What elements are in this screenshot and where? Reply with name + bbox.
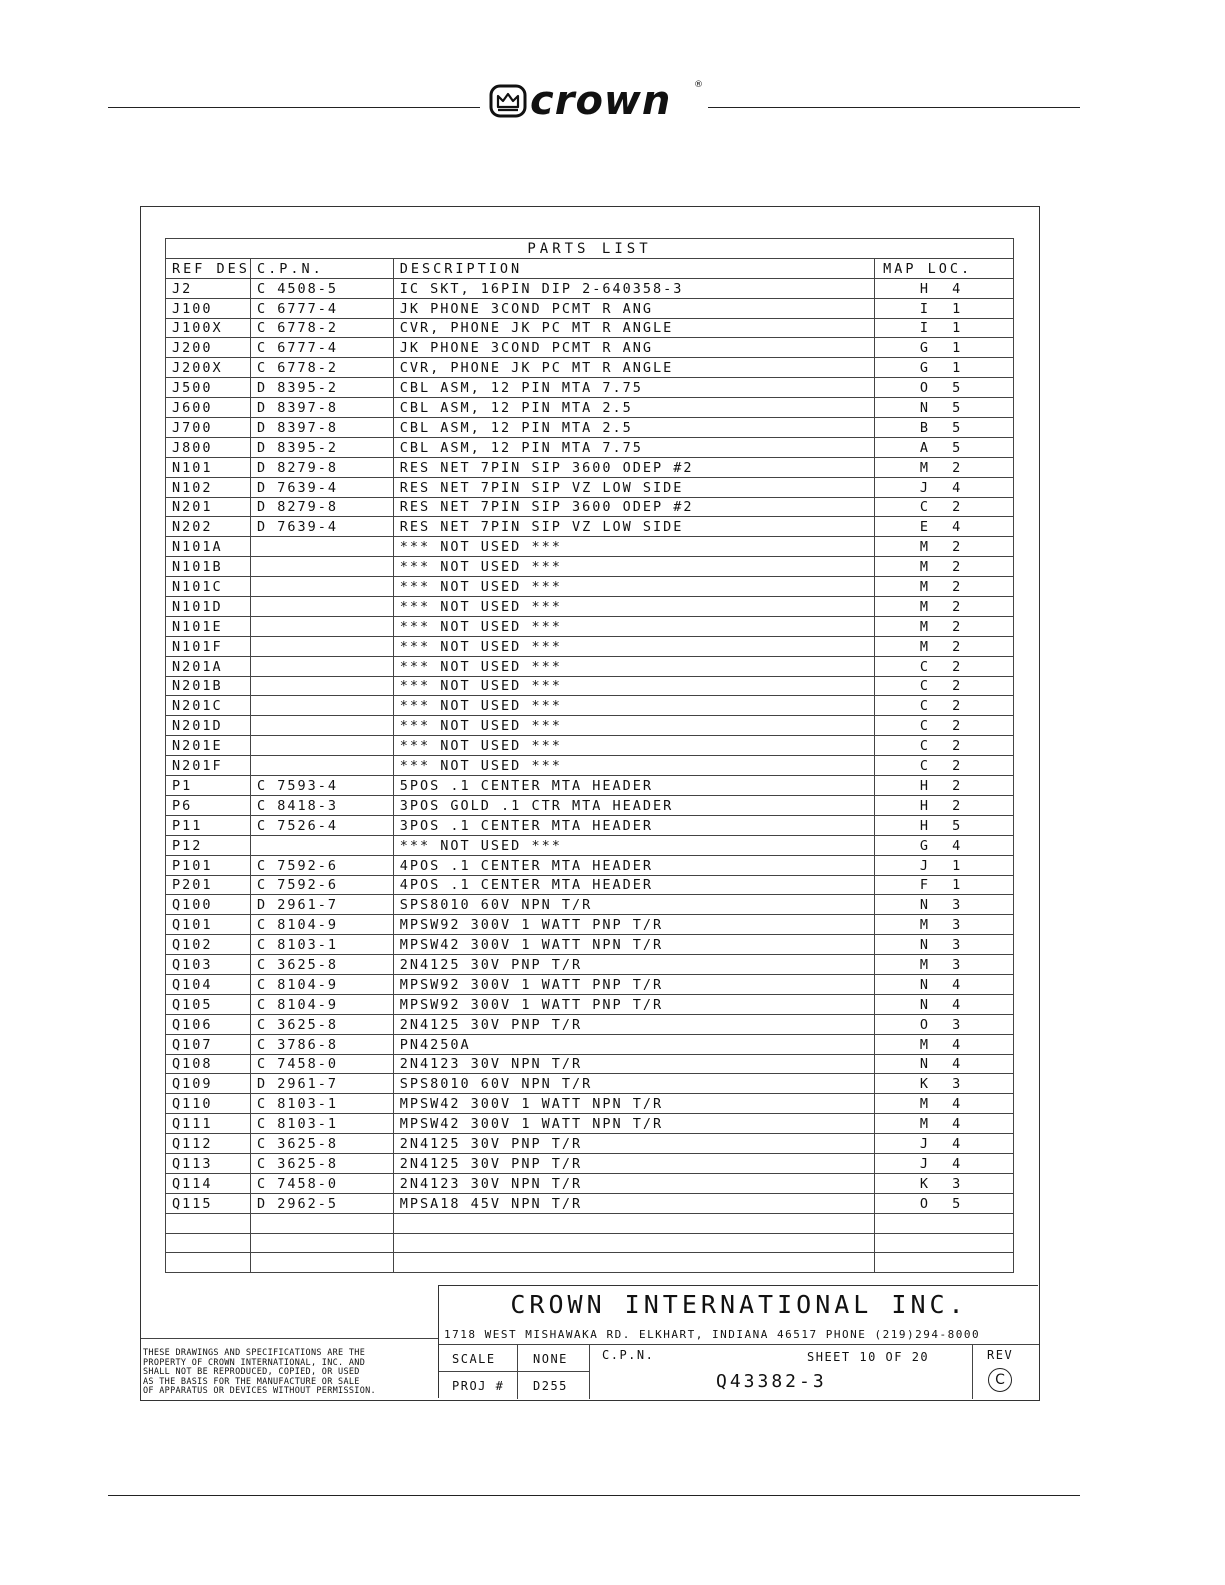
cell-description — [393, 1233, 874, 1253]
cell-ref-des: N101C — [166, 577, 251, 597]
cell-cpn — [250, 716, 393, 736]
cell-cpn: C 3786-8 — [250, 1034, 393, 1054]
cell-ref-des: J100X — [166, 318, 251, 338]
cell-map-loc: C 2 — [875, 696, 1014, 716]
cell-cpn: D 8397-8 — [250, 398, 393, 418]
table-row — [166, 1193, 1014, 1213]
cell-map-loc: N 4 — [875, 1054, 1014, 1074]
table-row — [166, 577, 1014, 597]
cell-ref-des: J200 — [166, 338, 251, 358]
cell-description: JK PHONE 3COND PCMT R ANG — [393, 338, 874, 358]
cell-map-loc: N 5 — [875, 398, 1014, 418]
cell-map-loc — [875, 1233, 1014, 1253]
parts-list-title: PARTS LIST — [166, 239, 1014, 259]
title-block-divider — [439, 1344, 1039, 1345]
cell-ref-des: Q103 — [166, 955, 251, 975]
cell-map-loc: K 3 — [875, 1173, 1014, 1193]
cell-description: *** NOT USED *** — [393, 835, 874, 855]
cell-description: MPSW92 300V 1 WATT PNP T/R — [393, 994, 874, 1014]
cell-ref-des: Q105 — [166, 994, 251, 1014]
cell-cpn: C 8103-1 — [250, 1094, 393, 1114]
cell-cpn: C 6778-2 — [250, 318, 393, 338]
cell-map-loc: C 2 — [875, 497, 1014, 517]
cell-ref-des: N101D — [166, 597, 251, 617]
cell-ref-des: Q104 — [166, 974, 251, 994]
cell-description: MPSA18 45V NPN T/R — [393, 1193, 874, 1213]
cell-cpn: C 3625-8 — [250, 955, 393, 975]
cell-ref-des: Q108 — [166, 1054, 251, 1074]
cell-map-loc: C 2 — [875, 676, 1014, 696]
cell-ref-des — [166, 1213, 251, 1233]
cell-description: 2N4125 30V PNP T/R — [393, 955, 874, 975]
cell-description: CBL ASM, 12 PIN MTA 7.75 — [393, 437, 874, 457]
table-row — [166, 318, 1014, 338]
cell-cpn — [250, 597, 393, 617]
table-row — [166, 1074, 1014, 1094]
sheet-number: SHEET 10 OF 20 — [807, 1350, 930, 1364]
cell-cpn: C 7593-4 — [250, 776, 393, 796]
cell-ref-des: J2 — [166, 278, 251, 298]
footer-rule — [108, 1495, 1080, 1496]
cell-map-loc: N 4 — [875, 974, 1014, 994]
cell-cpn: D 2961-7 — [250, 1074, 393, 1094]
cell-ref-des — [166, 1253, 251, 1273]
cell-cpn: D 7639-4 — [250, 477, 393, 497]
cell-map-loc: O 5 — [875, 378, 1014, 398]
cpn-value: Q43382-3 — [716, 1371, 827, 1392]
cell-cpn: C 8103-1 — [250, 1114, 393, 1134]
cell-description: *** NOT USED *** — [393, 676, 874, 696]
cell-cpn: C 7458-0 — [250, 1054, 393, 1074]
drawing-sheet — [140, 206, 1040, 1401]
table-row — [166, 497, 1014, 517]
cell-description: MPSW42 300V 1 WATT NPN T/R — [393, 1114, 874, 1134]
table-row — [166, 557, 1014, 577]
table-row — [166, 815, 1014, 835]
table-row — [166, 278, 1014, 298]
cell-ref-des: J200X — [166, 358, 251, 378]
cell-description: CBL ASM, 12 PIN MTA 2.5 — [393, 398, 874, 418]
cell-map-loc: H 2 — [875, 795, 1014, 815]
cell-description: 3POS .1 CENTER MTA HEADER — [393, 815, 874, 835]
header-rule-right — [708, 107, 1080, 108]
cell-ref-des: Q107 — [166, 1034, 251, 1054]
cell-ref-des: N201F — [166, 756, 251, 776]
cell-description: *** NOT USED *** — [393, 716, 874, 736]
cell-ref-des: J100 — [166, 298, 251, 318]
cell-cpn — [250, 557, 393, 577]
cell-ref-des: N201B — [166, 676, 251, 696]
cell-ref-des: N101E — [166, 616, 251, 636]
table-row — [166, 1014, 1014, 1034]
rev-column-divider — [972, 1344, 973, 1399]
cell-description: SPS8010 60V NPN T/R — [393, 895, 874, 915]
company-name: CROWN INTERNATIONAL INC. — [510, 1290, 968, 1319]
cell-description: PN4250A — [393, 1034, 874, 1054]
cell-map-loc: B 5 — [875, 418, 1014, 438]
table-row — [166, 1233, 1014, 1253]
cell-map-loc: M 2 — [875, 636, 1014, 656]
cell-cpn — [250, 736, 393, 756]
cell-map-loc: M 2 — [875, 537, 1014, 557]
cell-map-loc: M 2 — [875, 577, 1014, 597]
table-row — [166, 855, 1014, 875]
cell-cpn: D 8395-2 — [250, 378, 393, 398]
cell-map-loc: M 2 — [875, 616, 1014, 636]
table-row — [166, 696, 1014, 716]
cell-description: CVR, PHONE JK PC MT R ANGLE — [393, 358, 874, 378]
cell-ref-des: Q100 — [166, 895, 251, 915]
cell-description: 3POS GOLD .1 CTR MTA HEADER — [393, 795, 874, 815]
cell-map-loc: M 2 — [875, 457, 1014, 477]
table-row — [166, 418, 1014, 438]
cell-cpn: D 8395-2 — [250, 437, 393, 457]
cell-ref-des: Q110 — [166, 1094, 251, 1114]
cell-ref-des: N201 — [166, 497, 251, 517]
cell-cpn: C 6777-4 — [250, 298, 393, 318]
crown-icon — [488, 82, 528, 122]
cell-cpn — [250, 1253, 393, 1273]
table-row — [166, 676, 1014, 696]
cell-description: *** NOT USED *** — [393, 577, 874, 597]
cell-cpn — [250, 676, 393, 696]
cell-map-loc — [875, 1213, 1014, 1233]
table-row — [166, 398, 1014, 418]
proprietary-notice: THESE DRAWINGS AND SPECIFICATIONS ARE THE PROPERTY OF CROWN INTERNATIONAL, INC. AND SHALL NOT BE REPRODUCED, COPIED, OR USED AS THE BASIS FOR THE MANUFACTURE OR SALE OF APPARATUS OR DEVICES WITHOUT PERMISSION. — [143, 1348, 376, 1396]
cell-description: *** NOT USED *** — [393, 696, 874, 716]
cell-cpn: C 6778-2 — [250, 358, 393, 378]
table-row — [166, 1253, 1014, 1273]
cell-ref-des: Q111 — [166, 1114, 251, 1134]
cell-map-loc: M 4 — [875, 1034, 1014, 1054]
cell-description: MPSW92 300V 1 WATT PNP T/R — [393, 915, 874, 935]
cell-map-loc: C 2 — [875, 756, 1014, 776]
cell-cpn: D 8279-8 — [250, 497, 393, 517]
cell-map-loc: C 2 — [875, 716, 1014, 736]
cell-cpn: D 2962-5 — [250, 1193, 393, 1213]
table-row — [166, 378, 1014, 398]
cell-map-loc: M 3 — [875, 955, 1014, 975]
table-row — [166, 1054, 1014, 1074]
table-row — [166, 517, 1014, 537]
cell-description: MPSW42 300V 1 WATT NPN T/R — [393, 1094, 874, 1114]
cell-cpn: C 4508-5 — [250, 278, 393, 298]
cell-map-loc: G 1 — [875, 338, 1014, 358]
parts-list-table — [165, 238, 1014, 1273]
table-row — [166, 736, 1014, 756]
cell-description: RES NET 7PIN SIP 3600 ODEP #2 — [393, 457, 874, 477]
cell-description: *** NOT USED *** — [393, 597, 874, 617]
rev-label: REV — [987, 1348, 1014, 1362]
cell-ref-des: J600 — [166, 398, 251, 418]
cell-cpn — [250, 756, 393, 776]
table-row — [166, 935, 1014, 955]
table-row — [166, 298, 1014, 318]
cell-ref-des: Q101 — [166, 915, 251, 935]
table-row — [166, 338, 1014, 358]
cell-description: 2N4125 30V PNP T/R — [393, 1134, 874, 1154]
cell-ref-des: Q115 — [166, 1193, 251, 1213]
registered-mark: ® — [694, 80, 703, 90]
cell-ref-des: Q106 — [166, 1014, 251, 1034]
cell-description: *** NOT USED *** — [393, 736, 874, 756]
column-header-map-loc: MAP LOC. — [875, 258, 1014, 278]
cell-description: *** NOT USED *** — [393, 616, 874, 636]
company-address: 1718 WEST MISHAWAKA RD. ELKHART, INDIANA 46517 PHONE (219)294-8000 — [444, 1328, 981, 1341]
notice-divider — [141, 1338, 438, 1339]
cell-description: RES NET 7PIN SIP 3600 ODEP #2 — [393, 497, 874, 517]
cell-cpn — [250, 835, 393, 855]
brand-wordmark: crown — [530, 78, 672, 124]
cell-description: 4POS .1 CENTER MTA HEADER — [393, 875, 874, 895]
cell-map-loc: G 4 — [875, 835, 1014, 855]
cell-map-loc: M 3 — [875, 915, 1014, 935]
scale-proj-divider — [439, 1371, 589, 1372]
cell-description: CBL ASM, 12 PIN MTA 2.5 — [393, 418, 874, 438]
cell-description: 2N4125 30V PNP T/R — [393, 1153, 874, 1173]
table-row — [166, 915, 1014, 935]
cell-ref-des: N101 — [166, 457, 251, 477]
cell-description: JK PHONE 3COND PCMT R ANG — [393, 298, 874, 318]
cell-description: *** NOT USED *** — [393, 636, 874, 656]
table-row — [166, 437, 1014, 457]
cell-ref-des: Q109 — [166, 1074, 251, 1094]
cell-map-loc: F 1 — [875, 875, 1014, 895]
cell-ref-des: P12 — [166, 835, 251, 855]
cell-description: CVR, PHONE JK PC MT R ANGLE — [393, 318, 874, 338]
header-rule-left — [108, 107, 480, 108]
cell-map-loc: J 1 — [875, 855, 1014, 875]
cell-description: *** NOT USED *** — [393, 557, 874, 577]
cell-map-loc: O 5 — [875, 1193, 1014, 1213]
cell-cpn — [250, 696, 393, 716]
cell-map-loc: I 1 — [875, 318, 1014, 338]
cpn-column-divider — [589, 1344, 590, 1399]
cell-description: CBL ASM, 12 PIN MTA 7.75 — [393, 378, 874, 398]
cell-map-loc: N 3 — [875, 935, 1014, 955]
cell-description: RES NET 7PIN SIP VZ LOW SIDE — [393, 517, 874, 537]
cell-map-loc: H 5 — [875, 815, 1014, 835]
cell-map-loc: E 4 — [875, 517, 1014, 537]
cell-ref-des: Q102 — [166, 935, 251, 955]
cell-description: IC SKT, 16PIN DIP 2-640358-3 — [393, 278, 874, 298]
table-row — [166, 457, 1014, 477]
column-header-cpn: C.P.N. — [250, 258, 393, 278]
table-row — [166, 477, 1014, 497]
cell-cpn: D 8279-8 — [250, 457, 393, 477]
cell-description: 2N4123 30V NPN T/R — [393, 1173, 874, 1193]
cell-ref-des: P6 — [166, 795, 251, 815]
proj-value: D255 — [533, 1379, 568, 1393]
table-row — [166, 776, 1014, 796]
cell-description: SPS8010 60V NPN T/R — [393, 1074, 874, 1094]
cell-cpn — [250, 1233, 393, 1253]
table-row — [166, 1034, 1014, 1054]
scale-label: SCALE — [452, 1352, 496, 1366]
cell-map-loc: C 2 — [875, 656, 1014, 676]
cell-map-loc: A 5 — [875, 437, 1014, 457]
scale-column-divider — [517, 1344, 518, 1399]
cell-ref-des: P1 — [166, 776, 251, 796]
cell-ref-des: N101B — [166, 557, 251, 577]
table-row — [166, 756, 1014, 776]
table-row — [166, 716, 1014, 736]
cpn-label: C.P.N. — [602, 1348, 655, 1362]
cell-description: *** NOT USED *** — [393, 537, 874, 557]
cell-map-loc: M 4 — [875, 1094, 1014, 1114]
table-row — [166, 597, 1014, 617]
cell-map-loc: N 3 — [875, 895, 1014, 915]
table-row — [166, 636, 1014, 656]
cell-description: *** NOT USED *** — [393, 756, 874, 776]
table-row — [166, 616, 1014, 636]
cell-map-loc: M 2 — [875, 557, 1014, 577]
cell-ref-des — [166, 1233, 251, 1253]
table-row — [166, 1114, 1014, 1134]
cell-cpn: D 8397-8 — [250, 418, 393, 438]
cell-map-loc — [875, 1253, 1014, 1273]
title-block — [438, 1285, 1038, 1398]
cell-map-loc: J 4 — [875, 1134, 1014, 1154]
table-row — [166, 795, 1014, 815]
cell-cpn: C 8104-9 — [250, 974, 393, 994]
cell-cpn: C 7458-0 — [250, 1173, 393, 1193]
cell-cpn: D 7639-4 — [250, 517, 393, 537]
cell-description — [393, 1253, 874, 1273]
cell-ref-des: P11 — [166, 815, 251, 835]
table-row — [166, 835, 1014, 855]
cell-description: 2N4125 30V PNP T/R — [393, 1014, 874, 1034]
table-row — [166, 656, 1014, 676]
proj-label: PROJ # — [452, 1379, 505, 1393]
cell-cpn: D 2961-7 — [250, 895, 393, 915]
rev-value: C — [988, 1368, 1012, 1392]
table-row — [166, 1094, 1014, 1114]
cell-cpn — [250, 577, 393, 597]
cell-ref-des: N101A — [166, 537, 251, 557]
table-row — [166, 974, 1014, 994]
cell-cpn: C 8418-3 — [250, 795, 393, 815]
cell-description: MPSW92 300V 1 WATT PNP T/R — [393, 974, 874, 994]
cell-ref-des: N201E — [166, 736, 251, 756]
cell-cpn: C 3625-8 — [250, 1134, 393, 1154]
cell-cpn: C 7592-6 — [250, 875, 393, 895]
column-header-description: DESCRIPTION — [393, 258, 874, 278]
cell-ref-des: N202 — [166, 517, 251, 537]
table-row — [166, 358, 1014, 378]
cell-cpn: C 8104-9 — [250, 915, 393, 935]
table-row — [166, 875, 1014, 895]
cell-map-loc: J 4 — [875, 477, 1014, 497]
cell-description: RES NET 7PIN SIP VZ LOW SIDE — [393, 477, 874, 497]
cell-description: 2N4123 30V NPN T/R — [393, 1054, 874, 1074]
cell-ref-des: J800 — [166, 437, 251, 457]
cell-map-loc: C 2 — [875, 736, 1014, 756]
cell-ref-des: P101 — [166, 855, 251, 875]
cell-map-loc: J 4 — [875, 1153, 1014, 1173]
cell-ref-des: J700 — [166, 418, 251, 438]
cell-map-loc: I 1 — [875, 298, 1014, 318]
table-row — [166, 1173, 1014, 1193]
cell-ref-des: Q112 — [166, 1134, 251, 1154]
cell-ref-des: N201C — [166, 696, 251, 716]
cell-map-loc: O 3 — [875, 1014, 1014, 1034]
table-row — [166, 1213, 1014, 1233]
cell-map-loc: N 4 — [875, 994, 1014, 1014]
cell-cpn — [250, 636, 393, 656]
parts-list-body — [166, 278, 1014, 1273]
column-header-row — [166, 258, 1014, 278]
cell-description: 5POS .1 CENTER MTA HEADER — [393, 776, 874, 796]
cell-ref-des: Q113 — [166, 1153, 251, 1173]
cell-ref-des: J500 — [166, 378, 251, 398]
cell-ref-des: N101F — [166, 636, 251, 656]
cell-ref-des: Q114 — [166, 1173, 251, 1193]
cell-ref-des: N201A — [166, 656, 251, 676]
cell-description: MPSW42 300V 1 WATT NPN T/R — [393, 935, 874, 955]
cell-map-loc: H 4 — [875, 278, 1014, 298]
cell-cpn: C 8103-1 — [250, 935, 393, 955]
cell-cpn: C 3625-8 — [250, 1014, 393, 1034]
cell-cpn: C 3625-8 — [250, 1153, 393, 1173]
cell-description — [393, 1213, 874, 1233]
cell-cpn: C 6777-4 — [250, 338, 393, 358]
cell-cpn: C 7592-6 — [250, 855, 393, 875]
cell-description: 4POS .1 CENTER MTA HEADER — [393, 855, 874, 875]
cell-map-loc: G 1 — [875, 358, 1014, 378]
table-row — [166, 955, 1014, 975]
cell-map-loc: K 3 — [875, 1074, 1014, 1094]
cell-cpn: C 8104-9 — [250, 994, 393, 1014]
cell-cpn — [250, 1213, 393, 1233]
cell-cpn — [250, 537, 393, 557]
column-header-ref-des: REF DES — [166, 258, 251, 278]
cell-cpn — [250, 656, 393, 676]
cell-map-loc: M 4 — [875, 1114, 1014, 1134]
table-row — [166, 994, 1014, 1014]
cell-map-loc: H 2 — [875, 776, 1014, 796]
cell-cpn: C 7526-4 — [250, 815, 393, 835]
scale-value: NONE — [533, 1352, 568, 1366]
table-row — [166, 895, 1014, 915]
table-row — [166, 1134, 1014, 1154]
table-row — [166, 1153, 1014, 1173]
cell-ref-des: N102 — [166, 477, 251, 497]
cell-ref-des: N201D — [166, 716, 251, 736]
cell-cpn — [250, 616, 393, 636]
cell-map-loc: M 2 — [875, 597, 1014, 617]
cell-description: *** NOT USED *** — [393, 656, 874, 676]
cell-ref-des: P201 — [166, 875, 251, 895]
crown-logo — [488, 78, 708, 128]
table-row — [166, 537, 1014, 557]
